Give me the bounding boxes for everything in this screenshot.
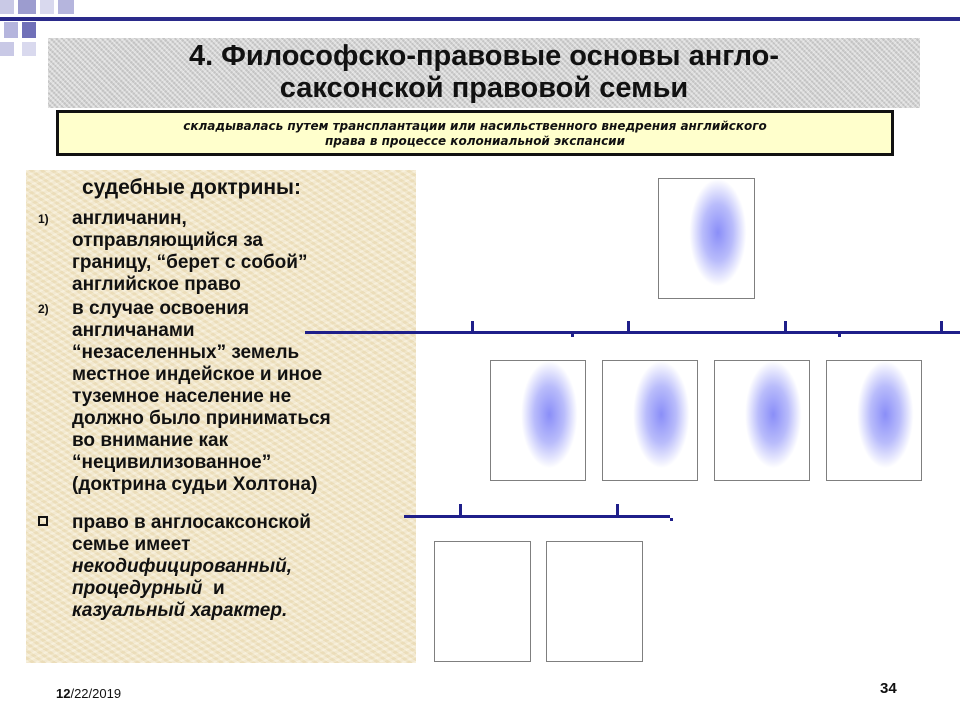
chart-box-row2-4 (826, 360, 922, 481)
item2-line: англичанами (72, 320, 195, 341)
item2-line: “незаселенных” земель (72, 342, 300, 363)
item3-line: некодифицированный, (72, 556, 292, 577)
corner-square-2 (18, 0, 36, 14)
corner-square-4 (58, 0, 74, 14)
doctrines-panel (26, 170, 416, 663)
subtitle-line-1: складывалась путем трансплантации или насильственного внедрения английского (183, 119, 767, 133)
item3-word-and: и (202, 578, 225, 599)
item1-line: отправляющийся за (72, 230, 263, 251)
corner-square-1 (0, 0, 14, 14)
chart-connector-tick-3 (784, 321, 787, 333)
footer-date (56, 686, 121, 701)
chart-box-row3-2 (546, 541, 643, 662)
chart-connector-tick-4 (940, 321, 943, 333)
item2-line: туземное население не (72, 386, 292, 407)
footer-date-day: 12 (56, 686, 71, 701)
item2-line: в случае освоения (72, 298, 250, 319)
title-line-2: саксонской правовой семьи (279, 72, 689, 104)
chart-connector-dot (571, 334, 574, 337)
chart-connector-horizontal-1 (305, 331, 960, 334)
item3-line (72, 578, 412, 600)
page-title (48, 40, 920, 104)
subtitle-box (56, 110, 894, 156)
chart-connector-tick-5 (459, 504, 462, 516)
item2-line: “нецивилизованное” (72, 452, 272, 473)
chart-box-row2-2 (602, 360, 698, 481)
chart-box-row3-1 (434, 541, 531, 662)
item2-line: (доктрина судьи Холтона) (72, 474, 318, 495)
chart-connector-tick-1 (471, 321, 474, 333)
corner-square-3 (40, 0, 54, 14)
chart-box-top (658, 178, 755, 299)
chart-box-row2-3 (714, 360, 810, 481)
list-item-1-text (72, 208, 412, 296)
item3-line: казуальный характер. (72, 600, 288, 621)
title-panel (48, 38, 920, 108)
subtitle-line-2: права в процессе колониальной экспансии (324, 134, 626, 148)
chart-connector-dot (838, 334, 841, 337)
list-item-2-text (72, 298, 412, 496)
chart-connector-horizontal-2 (404, 515, 670, 518)
chart-connector-dot (670, 518, 673, 521)
chart-box-row2-1 (490, 360, 586, 481)
chart-connector-tick-6 (616, 504, 619, 516)
item2-line: должно было приниматься (72, 408, 331, 429)
item1-line: английское право (72, 274, 241, 295)
checkbox-bullet-icon (38, 516, 48, 526)
item1-line: границу, “берет с собой” (72, 252, 308, 273)
item3-word-procedural: процедурный (72, 578, 203, 599)
list-marker-2: 2) (38, 302, 49, 316)
title-line-1: 4. Философско-правовые основы англо- (188, 40, 780, 72)
corner-square-8 (0, 42, 14, 56)
item3-line: семье имеет (72, 534, 191, 555)
item2-line: местное индейское и иное (72, 364, 323, 385)
item1-line: англичанин, (72, 208, 187, 229)
item2-line: во внимание как (72, 430, 229, 451)
item3-line: право в англосаксонской (72, 512, 311, 533)
chart-connector-tick-2 (627, 321, 630, 333)
corner-square-6 (22, 22, 36, 38)
panel-heading: судебные доктрины: (82, 176, 301, 199)
page-number: 34 (880, 680, 897, 697)
footer-date-rest: /22/2019 (70, 686, 122, 701)
corner-square-7 (22, 42, 36, 56)
corner-square-5 (4, 22, 18, 38)
list-marker-1: 1) (38, 212, 49, 226)
top-divider (0, 17, 960, 21)
list-item-3-text (72, 512, 412, 622)
